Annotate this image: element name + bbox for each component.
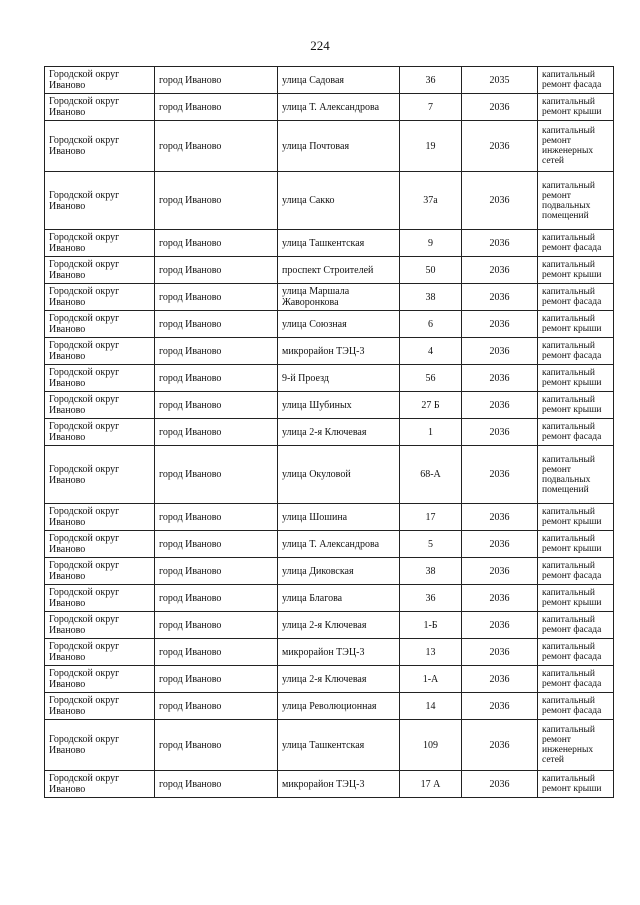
house-number-cell: 4 [400,338,462,365]
house-number-cell: 38 [400,284,462,311]
table-row [45,446,614,504]
street-cell: улица Шубиных [278,392,400,419]
locality-cell: город Иваново [155,558,278,585]
table-row [45,504,614,531]
municipality-cell: Городской округ Иваново [45,720,155,771]
table-row [45,257,614,284]
street-cell: улица Диковская [278,558,400,585]
year-cell: 2036 [462,338,538,365]
locality-cell: город Иваново [155,504,278,531]
work-type-cell: капитальный ремонт фасада [538,419,614,446]
municipality-cell: Городской округ Иваново [45,446,155,504]
house-number-cell: 109 [400,720,462,771]
table-row [45,639,614,666]
street-cell: улица Шошина [278,504,400,531]
work-type-cell: капитальный ремонт инженерных сетей [538,121,614,172]
year-cell: 2036 [462,172,538,230]
house-number-cell: 56 [400,365,462,392]
table-row [45,230,614,257]
locality-cell: город Иваново [155,666,278,693]
table-row [45,585,614,612]
house-number-cell: 68-А [400,446,462,504]
street-cell: улица Почтовая [278,121,400,172]
house-number-cell: 17 [400,504,462,531]
house-number-cell: 7 [400,94,462,121]
house-number-cell: 14 [400,693,462,720]
house-number-cell: 50 [400,257,462,284]
locality-cell: город Иваново [155,446,278,504]
house-number-cell: 27 Б [400,392,462,419]
locality-cell: город Иваново [155,121,278,172]
municipality-cell: Городской округ Иваново [45,771,155,798]
table-row [45,693,614,720]
work-type-cell: капитальный ремонт крыши [538,504,614,531]
house-number-cell: 6 [400,311,462,338]
work-type-cell: капитальный ремонт фасада [538,558,614,585]
table-row [45,121,614,172]
table-body [45,67,614,798]
street-cell: улица Садовая [278,67,400,94]
year-cell: 2036 [462,585,538,612]
work-type-cell: капитальный ремонт фасада [538,639,614,666]
street-cell: улица Союзная [278,311,400,338]
work-type-cell: капитальный ремонт фасада [538,612,614,639]
municipality-cell: Городской округ Иваново [45,666,155,693]
municipality-cell: Городской округ Иваново [45,392,155,419]
house-number-cell: 36 [400,67,462,94]
house-number-cell: 9 [400,230,462,257]
locality-cell: город Иваново [155,392,278,419]
locality-cell: город Иваново [155,771,278,798]
table-row [45,771,614,798]
street-cell: улица 2-я Ключевая [278,666,400,693]
municipality-cell: Городской округ Иваново [45,585,155,612]
locality-cell: город Иваново [155,172,278,230]
street-cell: улица Ташкентская [278,720,400,771]
year-cell: 2036 [462,392,538,419]
page-number: 224 [310,38,330,53]
street-cell: улица Окуловой [278,446,400,504]
municipality-cell: Городской округ Иваново [45,693,155,720]
house-number-cell: 1-А [400,666,462,693]
locality-cell: город Иваново [155,693,278,720]
locality-cell: город Иваново [155,311,278,338]
table-row [45,531,614,558]
municipality-cell: Городской округ Иваново [45,284,155,311]
work-type-cell: капитальный ремонт подвальных помещений [538,446,614,504]
municipality-cell: Городской округ Иваново [45,365,155,392]
work-type-cell: капитальный ремонт инженерных сетей [538,720,614,771]
street-cell: 9-й Проезд [278,365,400,392]
street-cell: улица Благова [278,585,400,612]
year-cell: 2036 [462,230,538,257]
municipality-cell: Городской округ Иваново [45,94,155,121]
work-type-cell: капитальный ремонт подвальных помещений [538,172,614,230]
table-row [45,311,614,338]
work-type-cell: капитальный ремонт фасада [538,284,614,311]
municipality-cell: Городской округ Иваново [45,338,155,365]
year-cell: 2036 [462,639,538,666]
year-cell: 2036 [462,666,538,693]
table-row [45,720,614,771]
work-type-cell: капитальный ремонт крыши [538,94,614,121]
house-number-cell: 17 А [400,771,462,798]
street-cell: улица 2-я Ключевая [278,612,400,639]
year-cell: 2036 [462,365,538,392]
locality-cell: город Иваново [155,365,278,392]
work-type-cell: капитальный ремонт крыши [538,392,614,419]
work-type-cell: капитальный ремонт крыши [538,585,614,612]
locality-cell: город Иваново [155,585,278,612]
house-number-cell: 36 [400,585,462,612]
table-row [45,612,614,639]
locality-cell: город Иваново [155,419,278,446]
table-row [45,365,614,392]
house-number-cell: 5 [400,531,462,558]
year-cell: 2036 [462,720,538,771]
year-cell: 2036 [462,284,538,311]
street-cell: проспект Строителей [278,257,400,284]
street-cell: улица Ташкентская [278,230,400,257]
work-type-cell: капитальный ремонт фасада [538,693,614,720]
municipality-cell: Городской округ Иваново [45,504,155,531]
locality-cell: город Иваново [155,639,278,666]
municipality-cell: Городской округ Иваново [45,419,155,446]
locality-cell: город Иваново [155,612,278,639]
house-number-cell: 13 [400,639,462,666]
year-cell: 2036 [462,311,538,338]
work-type-cell: капитальный ремонт крыши [538,365,614,392]
street-cell: улица Т. Александрова [278,531,400,558]
municipality-cell: Городской округ Иваново [45,311,155,338]
table-row [45,67,614,94]
municipality-cell: Городской округ Иваново [45,257,155,284]
table-row [45,94,614,121]
municipality-cell: Городской округ Иваново [45,531,155,558]
work-type-cell: капитальный ремонт крыши [538,531,614,558]
year-cell: 2036 [462,558,538,585]
work-type-cell: капитальный ремонт фасада [538,666,614,693]
table-row [45,558,614,585]
year-cell: 2036 [462,531,538,558]
year-cell: 2036 [462,693,538,720]
table-row [45,666,614,693]
year-cell: 2036 [462,612,538,639]
street-cell: микрорайон ТЭЦ-3 [278,338,400,365]
work-type-cell: капитальный ремонт фасада [538,338,614,365]
work-type-cell: капитальный ремонт крыши [538,771,614,798]
street-cell: улица 2-я Ключевая [278,419,400,446]
house-number-cell: 37а [400,172,462,230]
locality-cell: город Иваново [155,230,278,257]
locality-cell: город Иваново [155,257,278,284]
street-cell: улица Революционная [278,693,400,720]
repair-schedule-table [44,66,614,798]
street-cell: микрорайон ТЭЦ-3 [278,771,400,798]
locality-cell: город Иваново [155,531,278,558]
municipality-cell: Городской округ Иваново [45,172,155,230]
house-number-cell: 1-Б [400,612,462,639]
street-cell: улица Сакко [278,172,400,230]
year-cell: 2036 [462,94,538,121]
street-cell: улица Маршала Жаворонкова [278,284,400,311]
work-type-cell: капитальный ремонт крыши [538,257,614,284]
table-row [45,284,614,311]
house-number-cell: 1 [400,419,462,446]
work-type-cell: капитальный ремонт фасада [538,67,614,94]
year-cell: 2036 [462,257,538,284]
year-cell: 2036 [462,446,538,504]
house-number-cell: 38 [400,558,462,585]
work-type-cell: капитальный ремонт крыши [538,311,614,338]
year-cell: 2036 [462,419,538,446]
municipality-cell: Городской округ Иваново [45,639,155,666]
locality-cell: город Иваново [155,338,278,365]
year-cell: 2036 [462,771,538,798]
table-row [45,392,614,419]
work-type-cell: капитальный ремонт фасада [538,230,614,257]
year-cell: 2036 [462,121,538,172]
locality-cell: город Иваново [155,67,278,94]
locality-cell: город Иваново [155,284,278,311]
locality-cell: город Иваново [155,720,278,771]
table-row [45,338,614,365]
year-cell: 2035 [462,67,538,94]
municipality-cell: Городской округ Иваново [45,558,155,585]
municipality-cell: Городской округ Иваново [45,67,155,94]
house-number-cell: 19 [400,121,462,172]
street-cell: улица Т. Александрова [278,94,400,121]
street-cell: микрорайон ТЭЦ-3 [278,639,400,666]
table-row [45,419,614,446]
table-row [45,172,614,230]
municipality-cell: Городской округ Иваново [45,612,155,639]
locality-cell: город Иваново [155,94,278,121]
municipality-cell: Городской округ Иваново [45,230,155,257]
year-cell: 2036 [462,504,538,531]
municipality-cell: Городской округ Иваново [45,121,155,172]
